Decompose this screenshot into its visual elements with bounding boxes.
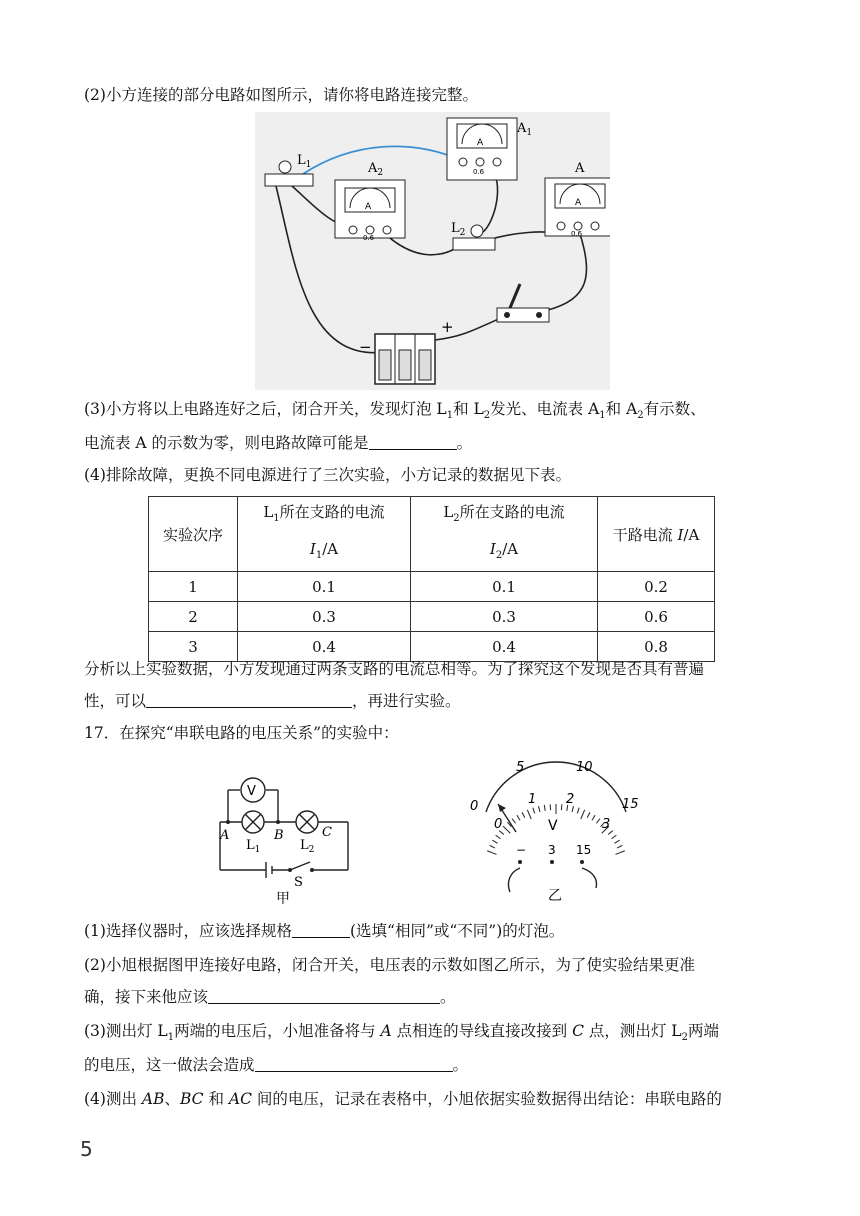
svg-text:A: A (575, 198, 582, 208)
svg-text:乙: 乙 (548, 888, 562, 904)
answer-blank[interactable] (208, 987, 440, 1004)
dial-tick (512, 818, 516, 823)
question-17-title: 17．在探究“串联电路的电压关系”的实验中： (84, 724, 399, 742)
svg-text:5: 5 (516, 760, 525, 775)
series-circuit-figure-jia (212, 770, 357, 910)
answer-blank[interactable] (146, 691, 352, 708)
dial-tick (592, 815, 595, 820)
dial-tick (522, 812, 525, 817)
svg-text:15: 15 (622, 797, 639, 812)
svg-text:−: − (359, 338, 372, 356)
header-L2-current: $L_2$所在支路的电流 $I_2/A$ (411, 497, 598, 572)
dial-tick (487, 851, 496, 855)
analysis-line-1: 分析以上实验数据，小方发现通过两条支路的电流总相等。为了探究这个发现是否具有普遍 (84, 660, 705, 678)
svg-text:0.6: 0.6 (571, 230, 583, 238)
answer-blank[interactable] (255, 1055, 453, 1072)
svg-text:A: A (220, 828, 230, 843)
question-17-part-2-line-1: (2)小旭根据图甲连接好电路，闭合开关，电压表的示数如图乙所示，为了使实验结果更准 (84, 956, 695, 974)
svg-text:V: V (247, 784, 256, 799)
dial-tick (617, 845, 622, 848)
dial-tick (544, 805, 545, 811)
dial-tick (533, 808, 535, 814)
lamp-L1-label: $L_1$ (297, 153, 312, 170)
header-L1-current: $L_1$所在支路的电流 $I_1/A$ (238, 497, 411, 572)
svg-text:0.6: 0.6 (363, 234, 375, 242)
table-row: 1 0.1 0.1 0.2 (149, 572, 715, 602)
svg-text:3: 3 (548, 843, 556, 857)
svg-text:A2: $A_2$ (368, 161, 384, 178)
svg-text:0.6: 0.6 (473, 168, 485, 176)
dial-tick (490, 845, 495, 848)
dial-tick (587, 812, 590, 817)
table-row: 3 0.4 0.4 0.8 (149, 632, 715, 662)
dial-tick (581, 810, 585, 819)
svg-text:B: B (274, 828, 284, 843)
svg-text:0: 0 (470, 799, 479, 814)
dial-tick (596, 818, 600, 823)
svg-text:0: 0 (494, 817, 503, 832)
table-row: 2 0.3 0.3 0.6 (149, 602, 715, 632)
svg-text:L1: $L_1$ (246, 838, 261, 855)
analysis-line-2: 性，可以 ，再进行实验。 (84, 692, 461, 710)
answer-blank[interactable] (292, 921, 350, 938)
question-17-part-2-line-2: 确，接下来他应该 。 (84, 988, 456, 1006)
dial-tick (527, 810, 531, 819)
voltmeter-dial-figure-yi (462, 756, 652, 906)
dial-tick (517, 815, 520, 820)
dial-tick (616, 851, 625, 855)
svg-text:A: A (365, 202, 372, 212)
dial-tick (492, 840, 497, 843)
question-16-part-4: (4)排除故障，更换不同电源进行了三次实验，小方记录的数据见下表。 (84, 466, 571, 484)
svg-text:A: A (477, 138, 484, 148)
answer-blank[interactable] (369, 433, 457, 450)
page-number: 5 (80, 1137, 93, 1161)
svg-text:10: 10 (576, 760, 593, 775)
question-16-part-3: (3)小方将以上电路连好之后，闭合开关，发现灯泡 $L_1$和 $L_2$发光、电流表 $A_1$和 $A_2$有示数、 (84, 400, 706, 422)
svg-text:V: V (548, 818, 558, 834)
dial-tick (577, 808, 579, 814)
dial-tick (614, 840, 619, 843)
svg-text:+: + (441, 318, 454, 336)
question-17-part-3-line-2: 的电压，这一做法会造成 。 (84, 1056, 469, 1074)
svg-text:C: C (322, 825, 332, 840)
svg-text:3: 3 (602, 817, 611, 832)
svg-text:−: − (516, 843, 527, 857)
svg-text:1: 1 (528, 792, 537, 807)
svg-text:S: S (294, 875, 303, 890)
lamp-L2-label: $L_2$ (451, 221, 466, 238)
question-17-part-3: (3)测出灯 $L_1$两端的电压后，小旭准备将与 A 点相连的导线直接改接到 C 点，测出灯 $L_2$两端 (84, 1022, 719, 1044)
circuit-diagram-figure (255, 112, 610, 390)
header-trial: 实验次序 (149, 497, 238, 572)
question-17-part-1: (1)选择仪器时，应该选择规格 (选填“相同”或“不同”)的灯泡。 (84, 922, 565, 940)
svg-text:L2: $L_2$ (300, 838, 315, 855)
svg-text:A: A (575, 161, 585, 176)
dial-tick (538, 806, 539, 812)
dial-tick (612, 835, 617, 838)
dial-tick (496, 835, 501, 838)
svg-text:2: 2 (566, 792, 575, 807)
question-17-part-4: (4)测出 AB、BC 和 AC 间的电压，记录在表格中，小旭依据实验数据得出结论：串联电路的 (84, 1090, 722, 1108)
svg-text:甲: 甲 (276, 891, 290, 907)
current-data-table (148, 496, 715, 662)
header-main-current: 干路电流 I/A (598, 497, 715, 572)
question-16-part-3-line-2: 电流表 A 的示数为零，则电路故障可能是 。 (84, 434, 473, 452)
question-16-part-2: (2)小方连接的部分电路如图所示，请你将电路连接完整。 (84, 86, 478, 104)
svg-text:15: 15 (576, 843, 592, 857)
svg-text:A1: $A_1$ (517, 121, 533, 138)
dial-tick (503, 826, 510, 833)
